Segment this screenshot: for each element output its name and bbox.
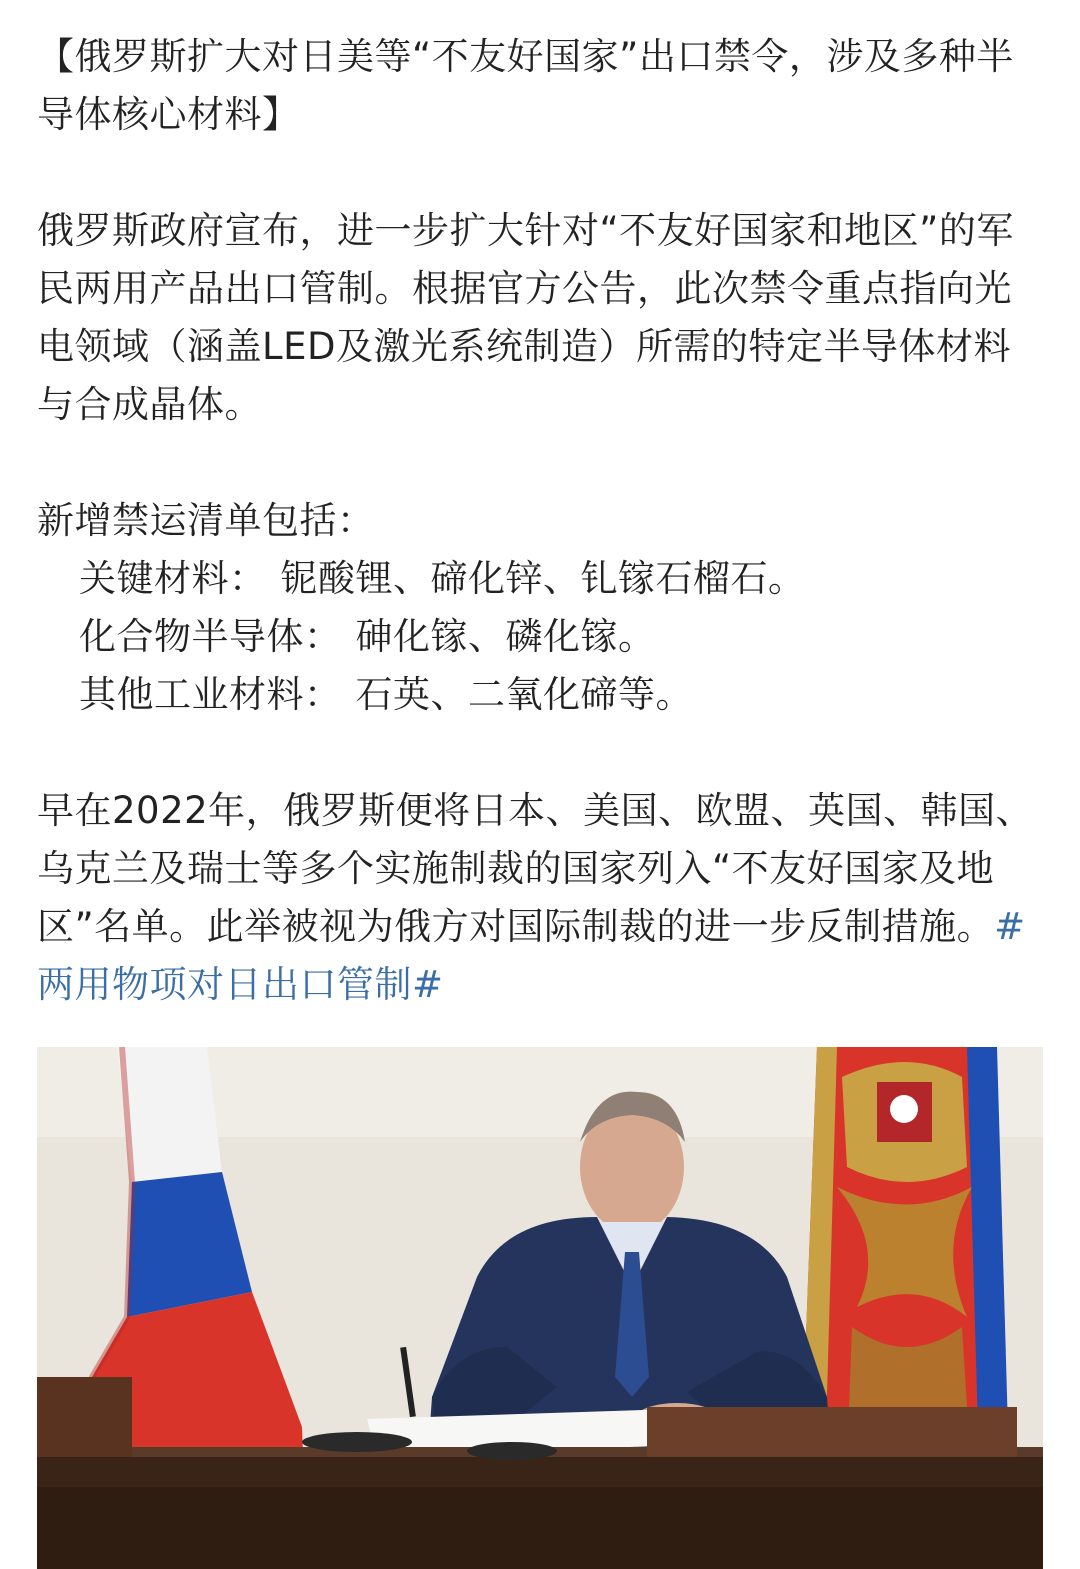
list-item-value: 铌酸锂、碲化锌、钆镓石榴石。 xyxy=(280,557,806,600)
post-body xyxy=(37,28,1043,1014)
list-item-label: 其他工业材料： xyxy=(79,673,342,716)
list-item-label: 关键材料： xyxy=(79,557,267,600)
photo-illustration xyxy=(37,1047,1043,1569)
list-item-value: 石英、二氧化碲等。 xyxy=(355,673,693,716)
list-item xyxy=(37,550,1043,608)
list-item xyxy=(37,608,1043,666)
list-item xyxy=(37,666,1043,724)
post-title: 【俄罗斯扩大对日美等“不友好国家”出口禁令，涉及多种半导体核心材料】 xyxy=(37,35,1014,136)
list-heading: 新增禁运清单包括： xyxy=(37,499,375,542)
hashtag-link[interactable]: #两用物项对日出口管制# xyxy=(37,905,1026,1006)
list-item-label: 化合物半导体： xyxy=(79,615,342,658)
post-closing xyxy=(37,782,1043,1014)
list-item-value: 砷化镓、磷化镓。 xyxy=(355,615,656,658)
post-intro: 俄罗斯政府宣布，进一步扩大针对“不友好国家和地区”的军民两用产品出口管制。根据官方公告，此次禁令重点指向光电领域（涵盖LED及激光系统制造）所需的特定半导体材料与合成晶体。 xyxy=(37,209,1014,426)
closing-text: 早在2022年，俄罗斯便将日本、美国、欧盟、英国、韩国、乌克兰及瑞士等多个实施制裁的国家列入“不友好国家及地区”名单。此举被视为俄方对国际制裁的进一步反制措施。 xyxy=(37,789,1034,948)
ban-list xyxy=(37,550,1043,724)
post-photo[interactable] xyxy=(37,1047,1043,1569)
